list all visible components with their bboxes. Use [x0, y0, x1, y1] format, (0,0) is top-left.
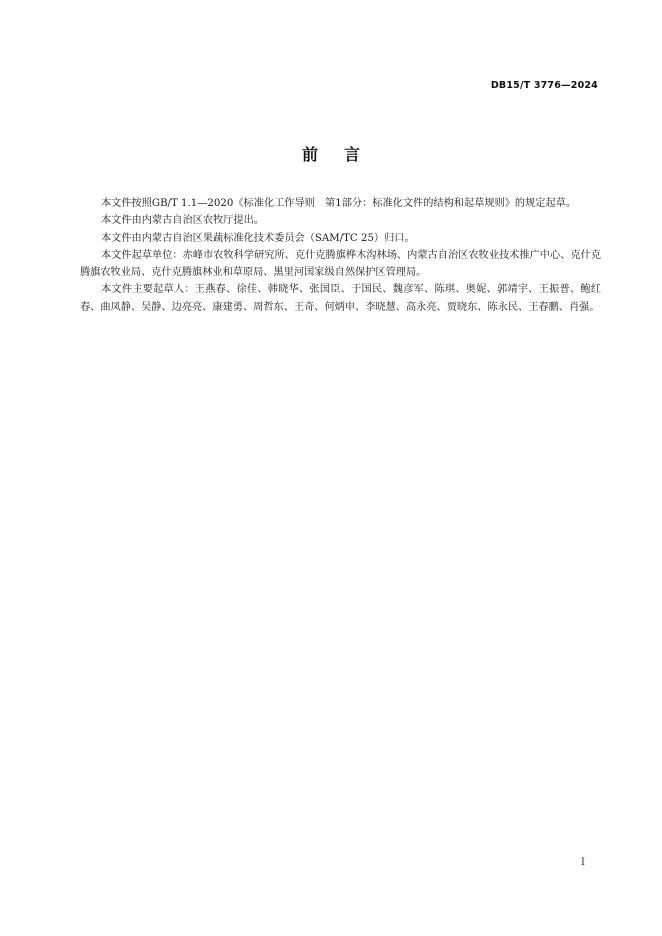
page-number: I: [581, 857, 585, 868]
document-code: DB15/T 3776—2024: [490, 80, 598, 91]
paragraph-drafting-rules: 本文件按照GB/T 1.1—2020《标准化工作导则 第1部分：标准化文件的结构和起草规则》的规定起草。: [101, 198, 577, 209]
section-title-foreword: 前言: [301, 145, 386, 164]
paragraph-proposer: 本文件由内蒙古自治区农牧厅提出。: [101, 215, 264, 227]
foreword-body: [80, 195, 601, 316]
paragraph-drafting-units: 本文件起草单位：赤峰市农牧科学研究所、克什克腾旗桦木沟林场、内蒙古自治区农牧业技术推广中心、克什克腾旗农牧业局、克什克腾旗林业和草原局、黑里河国家级自然保护区管理局。: [80, 249, 601, 279]
paragraph-centralized-by: 本文件由内蒙古自治区果蔬标准化技术委员会（SAM/TC 25）归口。: [101, 232, 415, 244]
paragraph-main-drafters: 本文件主要起草人：王燕春、徐佳、韩晓华、张国臣、于国民、魏彦军、陈琪、奥妮、郭靖宇、王振普、鲍红春、曲凤静、吴静、边亮亮、康建勇、周哲东、王奇、何炳申、李晓慧、高永亮、贾晓东、陈永民、王春鹏、肖强。: [80, 284, 601, 313]
